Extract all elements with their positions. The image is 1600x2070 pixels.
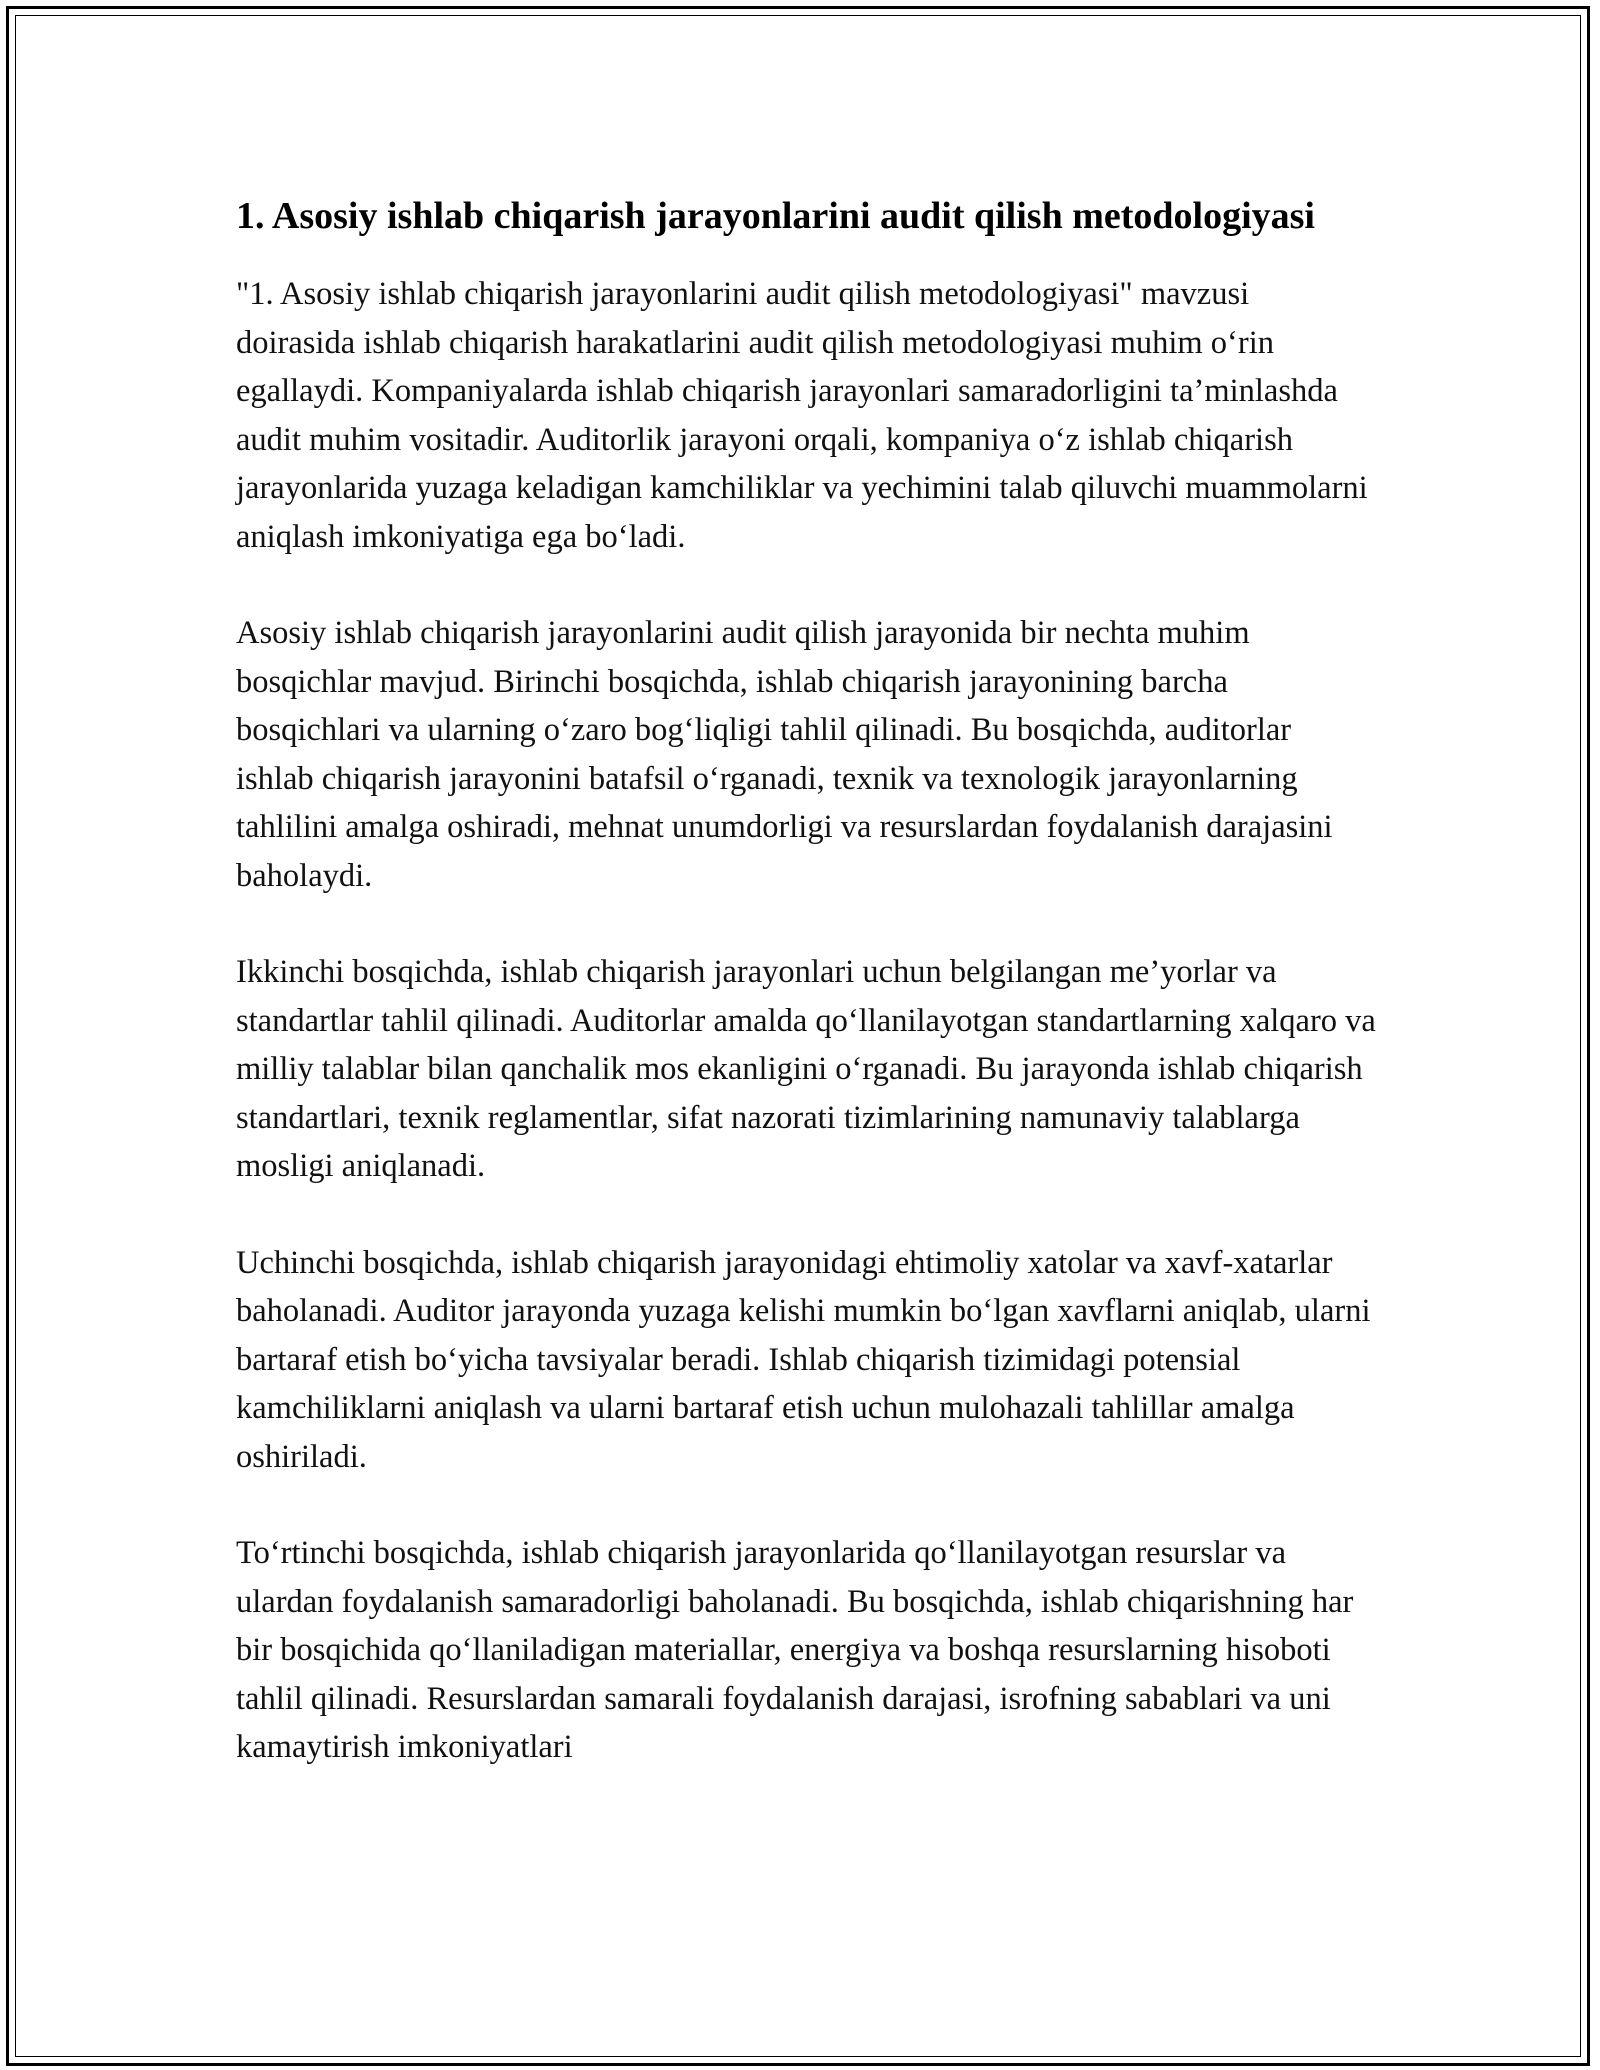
section-heading: 1. Asosiy ishlab chiqarish jarayonlarini audit qilish metodologiyasi bbox=[236, 195, 1315, 237]
paragraph-intro: "1. Asosiy ishlab chiqarish jarayonlarini audit qilish metodologiyasi" mavzusi doirasida ishlab chiqarish harakatlarini audit qilish metodologiyasi muhim o‘rin egallaydi. Kompaniyalarda ishlab chiqarish jarayonlari samaradorligini ta’minlashda audit muhim vositadir. Auditorlik jarayoni orqali, kompaniya o‘z ishlab chiqarish jarayonlarida yuzaga keladigan kamchiliklar va yechimini talab qiluvchi muammolarni aniqlash imkoniyatiga ega bo‘ladi. bbox=[236, 276, 1368, 555]
paragraph-stage-3: Uchinchi bosqichda, ishlab chiqarish jarayonidagi ehtimoliy xatolar va xavf-xatarlar baholanadi. Auditor jarayonda yuzaga kelishi mumkin bo‘lgan xavflarni aniqlab, ularni bartaraf etish bo‘yicha tavsiyalar beradi. Ishlab chiqarish tizimidagi potensial kamchiliklarni aniqlash va ularni bartaraf etish uchun mulohazali tahlillar amalga oshiriladi. bbox=[236, 1244, 1371, 1475]
paragraph-stage-2: Ikkinchi bosqichda, ishlab chiqarish jarayonlari uchun belgilangan me’yorlar va standartlar tahlil qilinadi. Auditorlar amalda qo‘llanilayotgan standartlarning xalqaro va milliy talablar bilan qanchalik mos ekanligini o‘rganadi. Bu jarayonda ishlab chiqarish standartlari, texnik reglamentlar, sifat nazorati tizimlarining namunaviy talablarga mosligi aniqlanadi. bbox=[236, 954, 1376, 1184]
document-body bbox=[236, 188, 1376, 1820]
paragraph-stage-4: To‘rtinchi bosqichda, ishlab chiqarish jarayonlarida qo‘llanilayotgan resurslar va ulardan foydalanish samaradorligi baholanadi. Bu bosqichda, ishlab chiqarishning har bir bosqichida qo‘llaniladigan materiallar, energiya va boshqa resurslarning hisoboti tahlil qilinadi. Resurslardan samarali foydalanish darajasi, isrofning sabablari va uni kamaytirish imkoniyatlari bbox=[236, 1535, 1354, 1765]
paragraph-stage-1: Asosiy ishlab chiqarish jarayonlarini audit qilish jarayonida bir nechta muhim bosqichlar mavjud. Birinchi bosqichda, ishlab chiqarish jarayonining barcha bosqichlari va ularning o‘zaro bog‘liqligi tahlil qilinadi. Bu bosqichda, auditorlar ishlab chiqarish jarayonini batafsil o‘rganadi, texnik va texnologik jarayonlarning tahlilini amalga oshiradi, mehnat unumdorligi va resurslardan foydalanish darajasini baholaydi. bbox=[236, 615, 1333, 894]
